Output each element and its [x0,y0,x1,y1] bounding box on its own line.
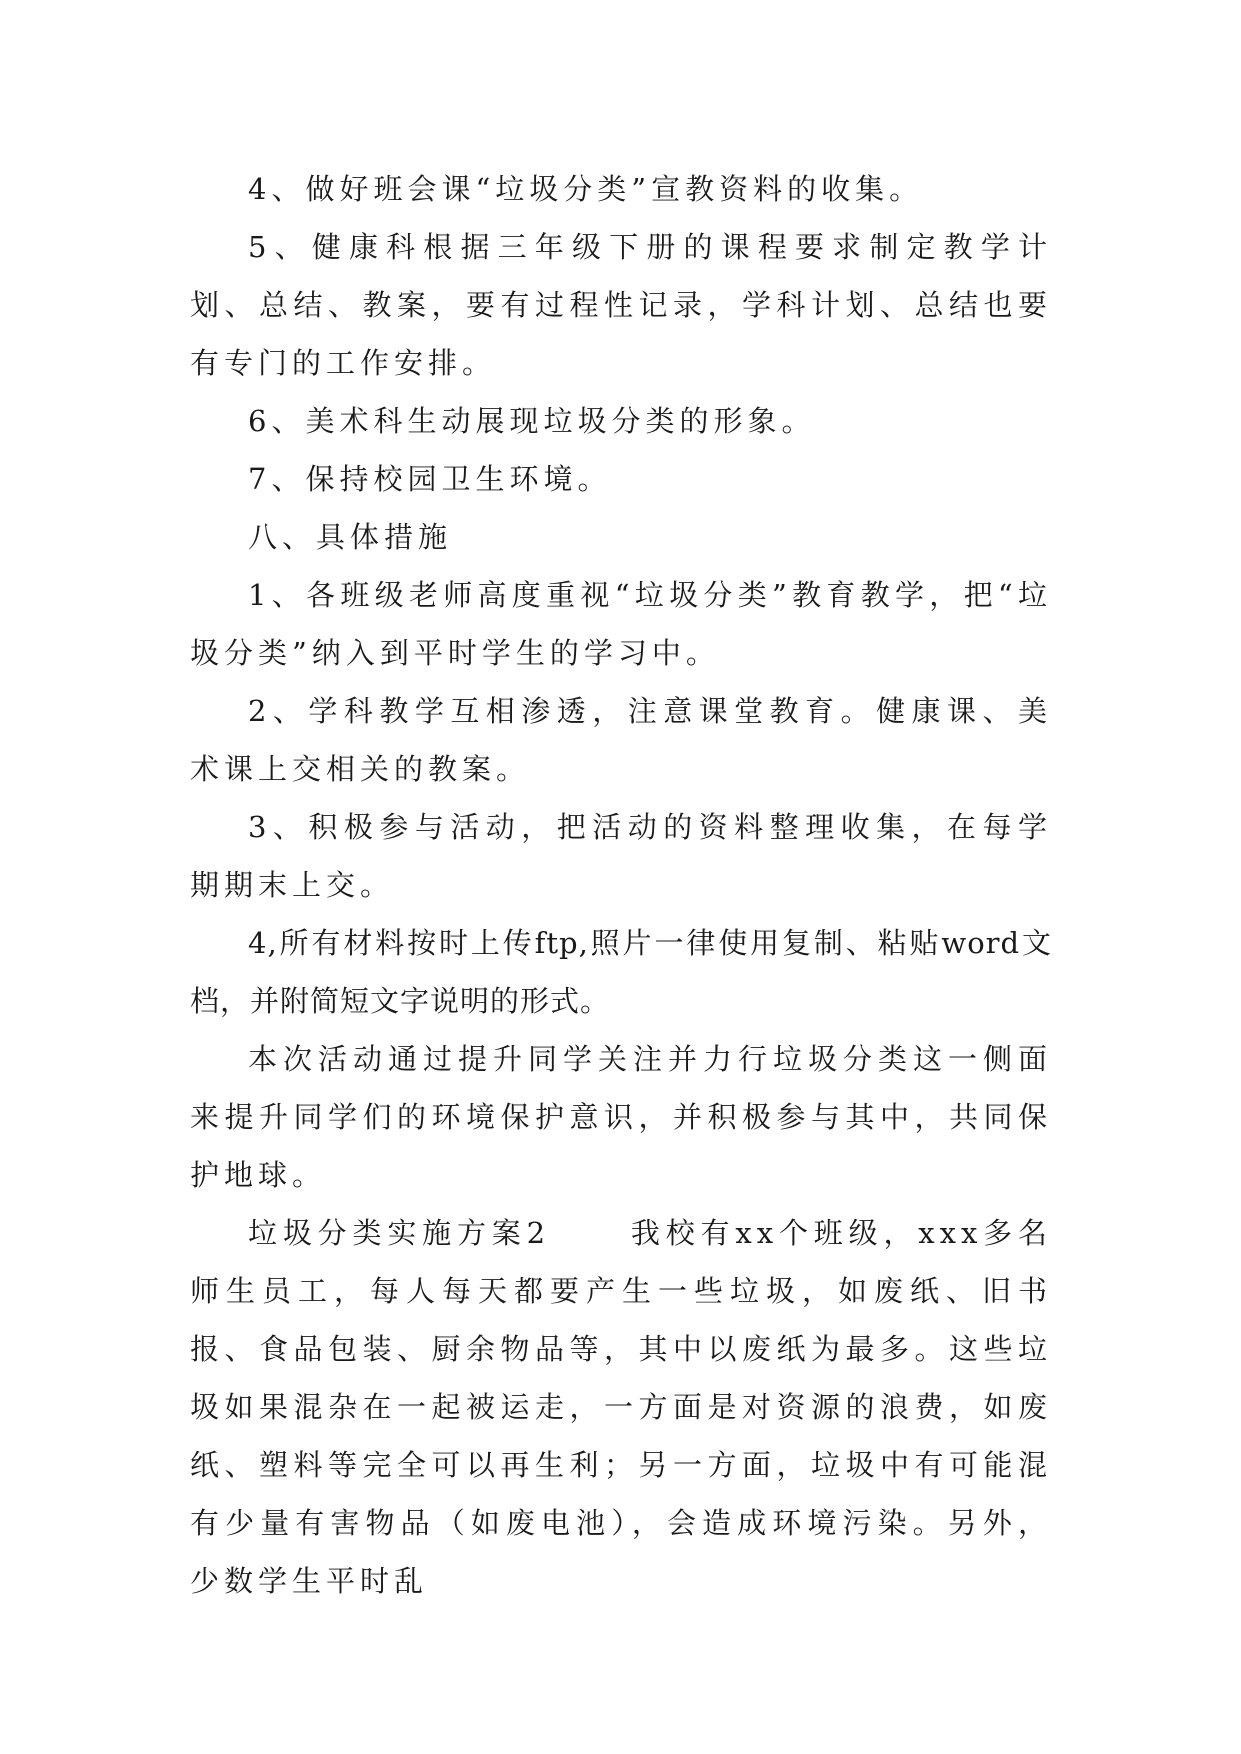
paragraph-plan-2 [190,1204,1052,1610]
paragraph-measure-4: 4,所有材料按时上传ftp,照片一律使用复制、粘贴word文档，并附简短文字说明的形式。 [190,926,1052,1018]
paragraph-item-7-hygiene: 7、保持校园卫生环境。 [248,462,612,496]
plan-2-body: 我校有xx个班级，xxx多名师生员工，每人每天都要产生一些垃圾，如废纸、旧书报、食品包装、厨余物品等，其中以废纸为最多。这些垃圾如果混杂在一起被运走，一方面是对资源的浪费，如废纸、塑料等完全可以再生利；另一方面，垃圾中有可能混有少量有害物品（如废电池），会造成环境污染。另外，少数学生平时乱 [190,1216,1052,1598]
paragraph-item-5-health: 5、健康科根据三年级下册的课程要求制定教学计划、总结、教案，要有过程性记录，学科计划、总结也要有专门的工作安排。 [190,230,1052,380]
paragraph-measure-2: 2、学科教学互相渗透，注意课堂教育。健康课、美术课上交相关的教案。 [190,694,1052,786]
paragraph-measure-3: 3、积极参与活动，把活动的资料整理收集，在每学期期末上交。 [190,810,1052,902]
paragraph-item-4-materials: 4、做好班会课“垃圾分类”宣教资料的收集。 [248,172,924,206]
paragraph-item-6-art: 6、美术科生动展现垃圾分类的形象。 [248,404,816,438]
document-body [190,160,1052,1610]
paragraph-conclusion: 本次活动通过提升同学关注并力行垃圾分类这一侧面来提升同学们的环境保护意识，并积极参与其中，共同保护地球。 [190,1042,1052,1192]
paragraph-measure-1: 1、各班级老师高度重视“垃圾分类”教育教学，把“垃圾分类”纳入到平时学生的学习中。 [190,578,1052,670]
plan-2-heading: 垃圾分类实施方案2 [248,1216,551,1250]
section-heading-measures: 八、具体措施 [248,520,453,554]
